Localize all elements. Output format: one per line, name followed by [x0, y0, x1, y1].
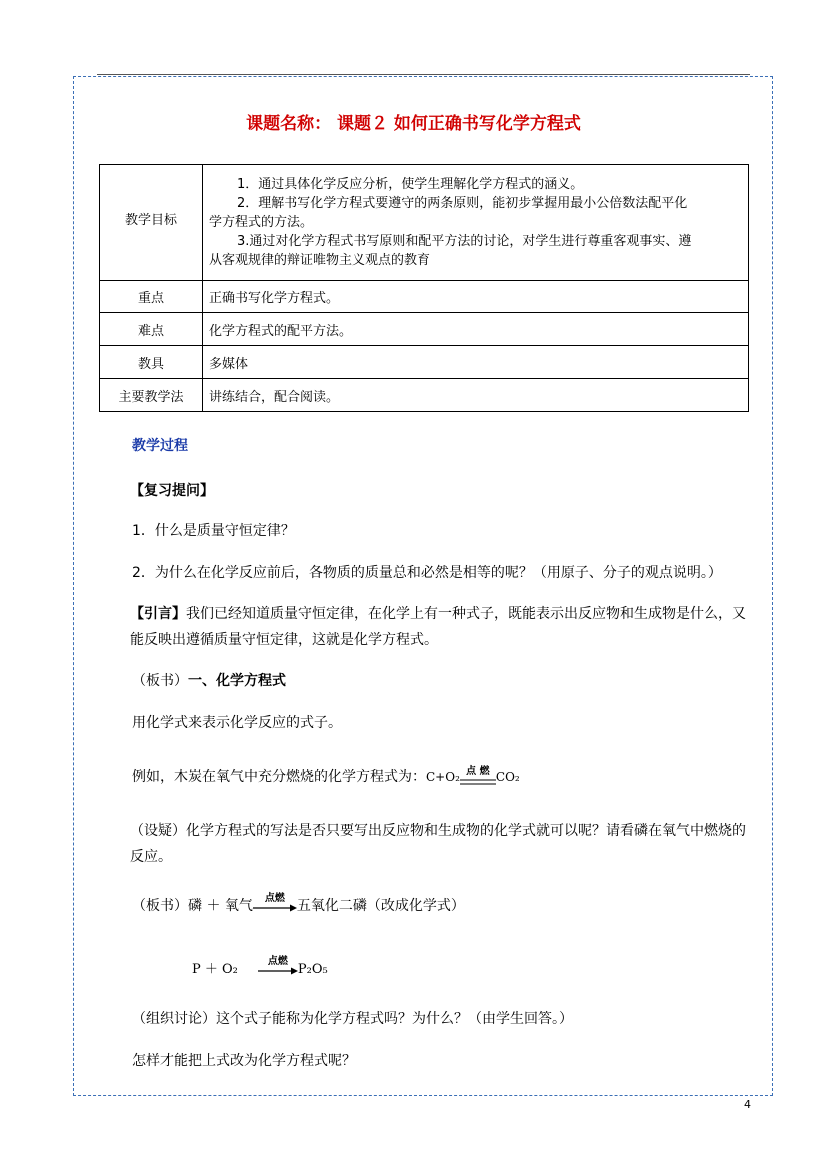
goal-line: 从客观规律的辩证唯物主义观点的教育 [209, 253, 431, 268]
objectives-table [99, 164, 749, 412]
condition-label: 点燃 [267, 956, 288, 967]
goals-label: 教学目标 [100, 165, 203, 281]
reaction-arrow [253, 893, 297, 911]
board2-lhs: （板书）磷 ＋ 氧气 [132, 898, 253, 914]
row-value: 化学方程式的配平方法。 [203, 313, 749, 346]
board-title: 一、化学方程式 [188, 673, 286, 689]
board-prefix: （板书） [132, 673, 188, 689]
row-value: 讲练结合，配合阅读。 [203, 379, 749, 412]
row-label: 难点 [100, 313, 203, 346]
double-line-icon [460, 778, 496, 786]
row-value: 多媒体 [203, 346, 749, 379]
table-row [100, 346, 749, 379]
table-row [100, 165, 749, 281]
arrow-icon [253, 903, 297, 913]
condition-label: 点燃 [264, 893, 285, 904]
table-row [100, 281, 749, 313]
question-paragraph: （设疑）化学方程式的写法是否只要写出反应物和生成物的化学式就可以呢？请看磷在氧气中燃烧的反应。 [130, 823, 746, 865]
example-line [132, 766, 520, 786]
goals-content [203, 165, 749, 281]
reaction-arrow [258, 956, 298, 974]
table-row [100, 379, 749, 412]
equals-sign [460, 766, 496, 782]
goal-line: 3.通过对化学方程式书写原则和配平方法的讨论，对学生进行尊重客观事实、遵 [237, 234, 692, 249]
final-question: 怎样才能把上式改为化学方程式呢？ [132, 1053, 356, 1069]
review-heading: 【复习提问】 [130, 483, 214, 499]
example-lhs: C+O₂ [426, 770, 460, 784]
formula-line [192, 958, 328, 977]
example-rhs: CO₂ [495, 770, 520, 784]
question-2: 2．为什么在化学反应前后，各物质的质量总和必然是相等的呢？（用原子、分子的观点说明。） [132, 565, 722, 581]
discussion: （组织讨论）这个式子能称为化学方程式吗？为什么？（由学生回答。） [132, 1011, 573, 1027]
row-label: 重点 [100, 281, 203, 313]
definition: 用化学式来表示化学反应的式子。 [132, 715, 342, 731]
row-label: 主要教学法 [100, 379, 203, 412]
page-number: 4 [744, 1098, 751, 1111]
process-heading: 教学过程 [132, 438, 188, 454]
intro-text: 我们已经知道质量守恒定律，在化学上有一种式子，既能表示出反应物和生成物是什么，又能反映出遵循质量守恒定律，这就是化学方程式。 [130, 606, 746, 648]
formula-lhs: P ＋ O₂ [192, 962, 238, 977]
condition-label: 点 燃 [466, 766, 490, 777]
formula-rhs: P₂O₅ [297, 962, 328, 977]
table-row [100, 313, 749, 346]
header-rule [97, 74, 750, 75]
row-value: 正确书写化学方程式。 [203, 281, 749, 313]
intro-tag: 【引言】 [130, 606, 186, 622]
goal-line: 学方程式的方法。 [209, 215, 314, 230]
goal-line: 1．通过具体化学反应分析，使学生理解化学方程式的涵义。 [237, 177, 584, 192]
row-label: 教具 [100, 346, 203, 379]
lesson-title: 课题名称： 课题２ 如何正确书写化学方程式 [246, 114, 581, 134]
board-line-2 [132, 895, 465, 915]
board2-rhs: 五氧化二磷（改成化学式） [296, 898, 465, 914]
goal-line: 2．理解书写化学方程式要遵守的两条原则，能初步掌握用最小公倍数法配平化 [237, 196, 688, 211]
example-text: 例如，木炭在氧气中充分燃烧的化学方程式为： [132, 769, 426, 785]
intro-paragraph [130, 601, 750, 653]
board-heading-1 [132, 670, 286, 690]
question-1: 1．什么是质量守恒定律？ [132, 523, 295, 539]
arrow-icon [258, 966, 298, 976]
